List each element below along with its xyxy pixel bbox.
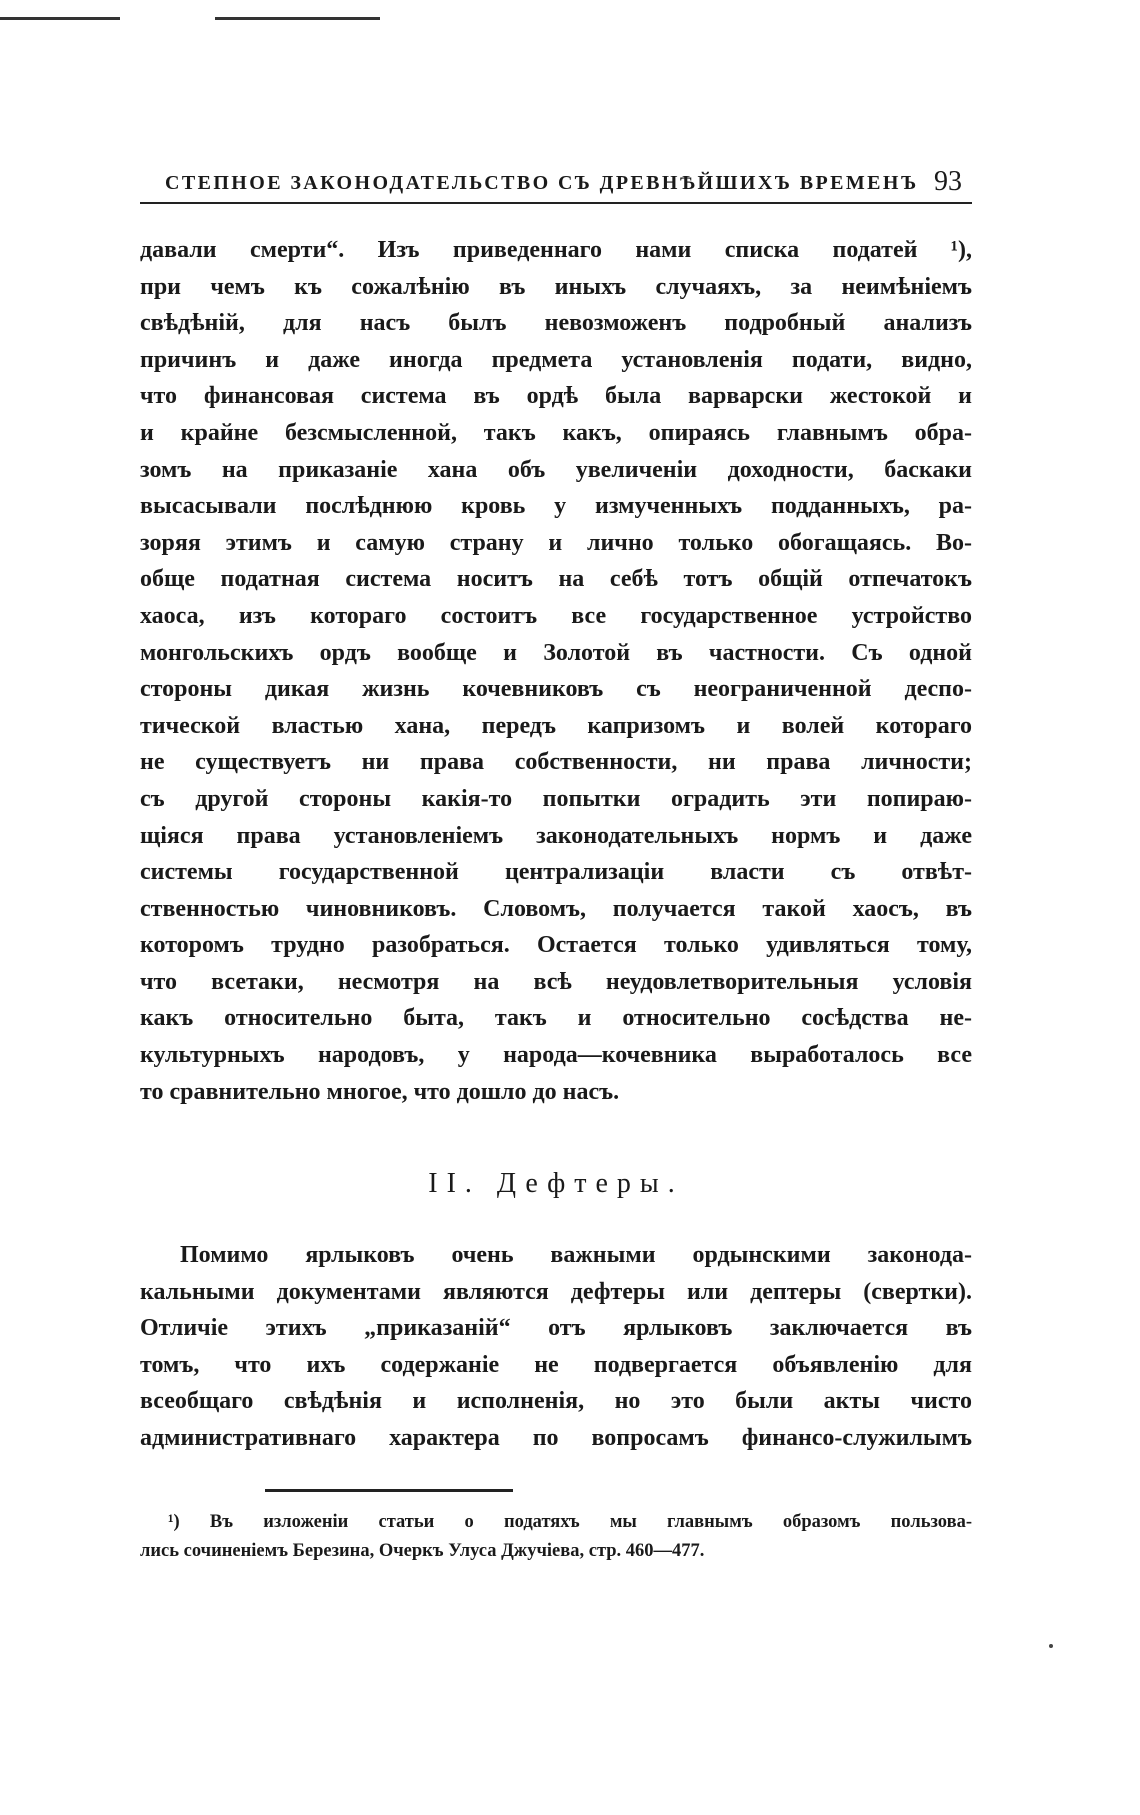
text-line: хаоса, изъ котораго состоитъ все государственное устройство [140,602,972,629]
text-line: зоряя этимъ и самую страну и лично только обогащаясь. Во- [140,529,972,556]
text-line: всеобщаго свѣдѣнія и исполненія, но это были акты чисто [140,1388,972,1415]
text-line: давали смерти“. Изъ приведеннаго нами списка податей ¹), [140,237,972,263]
scan-rule-right [215,17,380,20]
text-line: монгольскихъ ордъ вообще и Золотой въ частности. Съ одной [140,639,972,666]
text-line: зомъ на приказаніе хана объ увеличеніи доходности, баскаки [140,456,972,483]
text-line: кальными документами являются дефтеры или дептеры (свертки). [140,1278,972,1305]
text-line: Помимо ярлыковъ очень важными ордынскими законода- [180,1242,972,1268]
text-line: какъ относительно быта, такъ и относительно сосѣдства не- [140,1005,972,1032]
text-line: то сравнительно многое, что дошло до насъ. [140,1078,620,1105]
text-line: не существуетъ ни права собственности, ни права личности; [140,749,972,776]
text-line: свѣдѣній, для насъ былъ невозможенъ подробный анализъ [140,310,972,337]
text-line: обще податная система носитъ на себѣ тотъ общій отпечатокъ [140,566,972,593]
text-line: причинъ и даже иногда предмета установленія подати, видно, [140,346,972,373]
text-line: съ другой стороны какія-то попытки оградить эти попираю- [140,785,972,812]
text-line: что всетаки, несмотря на всѣ неудовлетворительныя условія [140,968,972,995]
paragraph-1 [140,232,972,1110]
text-line: административнаго характера по вопросамъ финансо-служилымъ [140,1424,972,1451]
text-line: томъ, что ихъ содержаніе не подвергается объявленію для [140,1351,972,1378]
footnote-line: лись сочиненіемъ Березина, Очеркъ Улуса Джучіева, стр. 460—477. [140,1541,705,1561]
scan-rule-left [0,17,120,20]
text-line: щіяся права установленіемъ законодательныхъ нормъ и даже [140,822,972,849]
page-header [140,162,972,204]
text-line: стороны дикая жизнь кочевниковъ съ неограниченной деспо- [140,676,972,703]
text-line: тической властью хана, передъ капризомъ и волей котораго [140,712,972,739]
footnote-rule [265,1489,513,1492]
section-heading: II. Дефтеры. [428,1168,684,1199]
text-line: Отличіе этихъ „приказаній“ отъ ярлыковъ заключается въ [140,1315,972,1342]
text-line: культурныхъ народовъ, у народа—кочевника выработалось все [140,1042,972,1069]
text-line: при чемъ къ сожалѣнію въ иныхъ случаяхъ, за неимѣніемъ [140,273,972,300]
text-line: и крайне безсмысленной, такъ какъ, опираясь главнымъ обра- [140,419,972,446]
text-line: системы государственной централизаціи власти съ отвѣт- [140,859,972,886]
footnote [140,1508,972,1566]
footnote-line: ¹) Въ изложеніи статьи о податяхъ мы главнымъ образомъ пользова- [168,1512,972,1532]
text-line: которомъ трудно разобраться. Остается только удивляться тому, [140,932,972,959]
page-number: 93 [934,166,962,197]
paragraph-2 [140,1237,972,1457]
text-line: что финансовая система въ ордѣ была варварски жестокой и [140,383,972,410]
text-line: высасывали послѣднюю кровь у измученныхъ подданныхъ, ра- [140,493,972,520]
scan-speck [1049,1644,1053,1648]
running-title: СТЕПНОЕ ЗАКОНОДАТЕЛЬСТВО СЪ ДРЕВНѢЙШИХЪ ВРЕМЕНЪ [165,172,919,194]
text-line: ственностью чиновниковъ. Словомъ, получается такой хаосъ, въ [140,895,972,922]
